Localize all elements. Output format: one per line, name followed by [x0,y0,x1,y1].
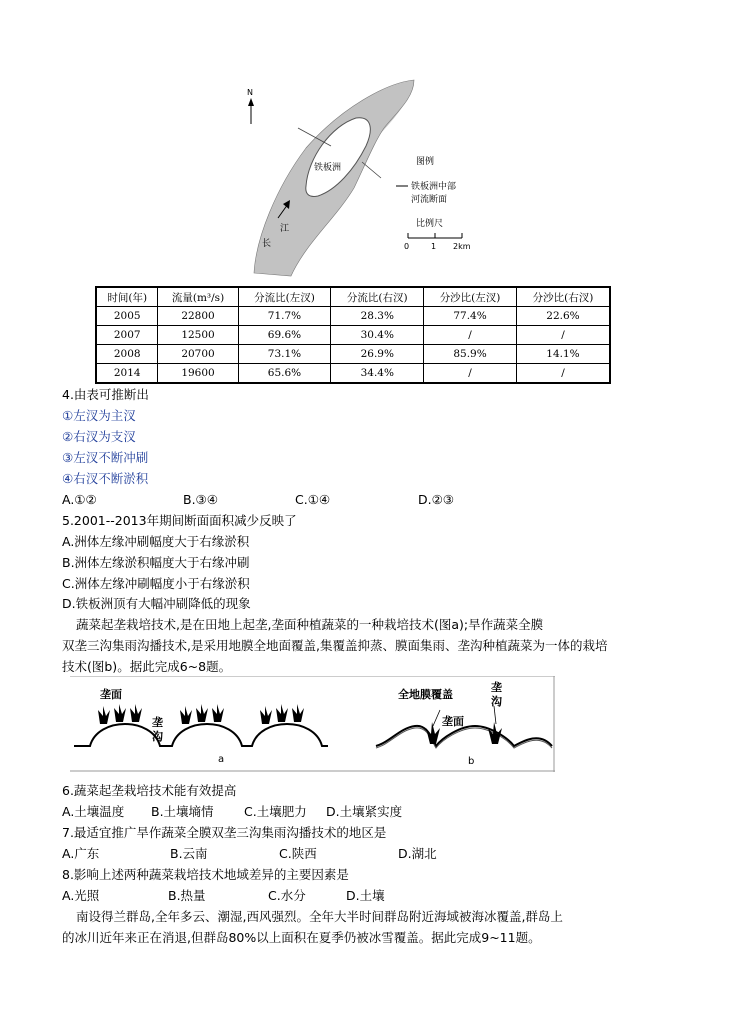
table-cell: 2008 [96,345,158,364]
plants-b [426,722,502,744]
scale-title: 比例尺 [416,219,444,229]
q7-stem: 7.最适宜推广旱作蔬菜全膜双垄三沟集雨沟播技术的地区是 [62,825,387,840]
table-header-cell: 流量(m³/s) [158,287,238,307]
q6-option-b: B.土壤墒情 [151,804,214,819]
fig-a-caption: a [218,754,225,765]
table-cell: 19600 [158,364,238,384]
q4-option-d: D.②③ [418,492,455,507]
q6-stem: 6.蔬菜起垄栽培技术能有效提高 [62,783,237,798]
river-map [236,78,474,278]
q7-option-b: B.云南 [170,846,208,861]
table-cell: 22.6% [516,307,610,326]
intro1-line1: 蔬菜起垄栽培技术,是在田地上起垄,垄面种植蔬菜的一种栽培技术(图a);旱作蔬菜全膜 [76,617,544,632]
q5-option-c: C.洲体左缘冲刷幅度小于右缘淤积 [62,576,250,591]
q8-option-d: D.土壤 [346,888,385,903]
fig-b-furrow-label-2: 沟 [491,695,502,708]
fig-b-caption: b [468,756,475,767]
table-header-row [96,287,610,307]
q4-item-3: ③左汊不断冲刷 [62,450,149,465]
q8-option-a: A.光照 [62,888,100,903]
table-cell: 34.4% [331,364,424,384]
legend-item-line2: 河流断面 [411,195,448,205]
table-cell: 28.3% [331,307,424,326]
river-char-2: 长 [262,239,272,249]
table-cell: 20700 [158,345,238,364]
q6-option-c: C.土壤肥力 [244,804,307,819]
table-row [96,307,610,326]
fig-a-furrow-label-2: 沟 [152,730,163,743]
table-cell: 69.6% [238,326,331,345]
table-cell: 65.6% [238,364,331,384]
q4-option-c: C.①④ [295,492,331,507]
q8-option-b: B.热量 [168,888,206,903]
q6-option-a: A.土壤温度 [62,804,125,819]
q7-option-c: C.陕西 [279,846,317,861]
cultivation-graphic [70,676,555,772]
table-cell: 14.1% [516,345,610,364]
table-cell: / [424,326,517,345]
table-header-cell: 分流比(右汊) [331,287,424,307]
scale-tick-0: 0 [404,242,410,251]
table-header-cell: 时间(年) [96,287,158,307]
intro2-line1: 南设得兰群岛,全年多云、潮湿,西风强烈。全年大半时间群岛附近海域被海冰覆盖,群岛上 [76,909,563,924]
fig-b-film-label: 全地膜覆盖 [398,688,453,701]
north-label: N [247,88,253,97]
section-line-right [362,162,381,178]
cultivation-figure [70,676,555,772]
q8-stem: 8.影响上述两种蔬菜栽培技术地域差异的主要因素是 [62,867,349,882]
table-cell: / [516,364,610,384]
q5-stem: 5.2001--2013年期间断面面积减少反映了 [62,513,297,528]
q6-option-d: D.土壤紧实度 [326,804,403,819]
fig-b-furrow-label-1: 垄 [491,681,502,694]
table-row [96,364,610,384]
table-header-cell: 分沙比(左汊) [424,287,517,307]
intro2-line2: 的冰川近年来正在消退,但群岛80%以上面积在夏季仍被冰雪覆盖。据此完成9~11题。 [62,930,541,945]
table-cell: 2005 [96,307,158,326]
table-cell: 85.9% [424,345,517,364]
q4-option-a: A.①② [62,492,97,507]
q5-option-b: B.洲体左缘淤积幅度大于右缘冲刷 [62,555,250,570]
intro1-line2: 双垄三沟集雨沟播技术,是采用地膜全地面覆盖,集覆盖抑蒸、膜面集雨、垄沟种植蔬菜为一体的栽培 [62,638,608,653]
intro1-line3: 技术(图b)。据此完成6~8题。 [62,659,232,674]
table-cell: 71.7% [238,307,331,326]
q4-item-1: ①左汊为主汊 [62,408,136,423]
q7-option-d: D.湖北 [398,846,437,861]
table-header-cell: 分沙比(右汊) [516,287,610,307]
fig-a-ridge-label: 垄面 [100,688,122,701]
table-cell: 73.1% [238,345,331,364]
fig-a-furrow-label-1: 垄 [152,716,163,729]
table-cell: 22800 [158,307,238,326]
scale-tick-1: 1 [431,242,437,251]
table-cell: / [516,326,610,345]
river-map-graphic [236,78,474,278]
ridge-a-3 [248,724,328,746]
scale-tick-2: 2km [453,242,471,251]
q4-option-b: B.③④ [183,492,218,507]
island-label: 铁板洲 [314,163,342,173]
q5-option-d: D.铁板洲顶有大幅冲刷降低的现象 [62,596,251,611]
table-cell: 12500 [158,326,238,345]
table-cell: 26.9% [331,345,424,364]
fig-b-ridge-label: 垄面 [442,715,464,728]
q4-item-2: ②右汊为支汊 [62,429,136,444]
north-arrow-head [248,98,254,106]
q4-item-4: ④右汊不断淤积 [62,471,149,486]
ridge-a-2 [168,724,248,746]
plants-a [98,704,304,724]
table-cell: 2007 [96,326,158,345]
table-cell: / [424,364,517,384]
river-char-1: 江 [280,224,290,234]
q5-option-a: A.洲体左缘冲刷幅度大于右缘淤积 [62,534,250,549]
table-cell: 30.4% [331,326,424,345]
legend-item-line1: 铁板洲中部 [411,182,457,192]
table-cell: 77.4% [424,307,517,326]
legend-title: 图例 [416,157,435,167]
table-cell: 2014 [96,364,158,384]
q7-option-a: A.广东 [62,846,100,861]
table-row [96,345,610,364]
table-header-cell: 分流比(左汊) [238,287,331,307]
data-table [95,286,611,384]
q8-option-c: C.水分 [268,888,306,903]
table-row [96,326,610,345]
q4-stem: 4.由表可推断出 [62,387,149,402]
